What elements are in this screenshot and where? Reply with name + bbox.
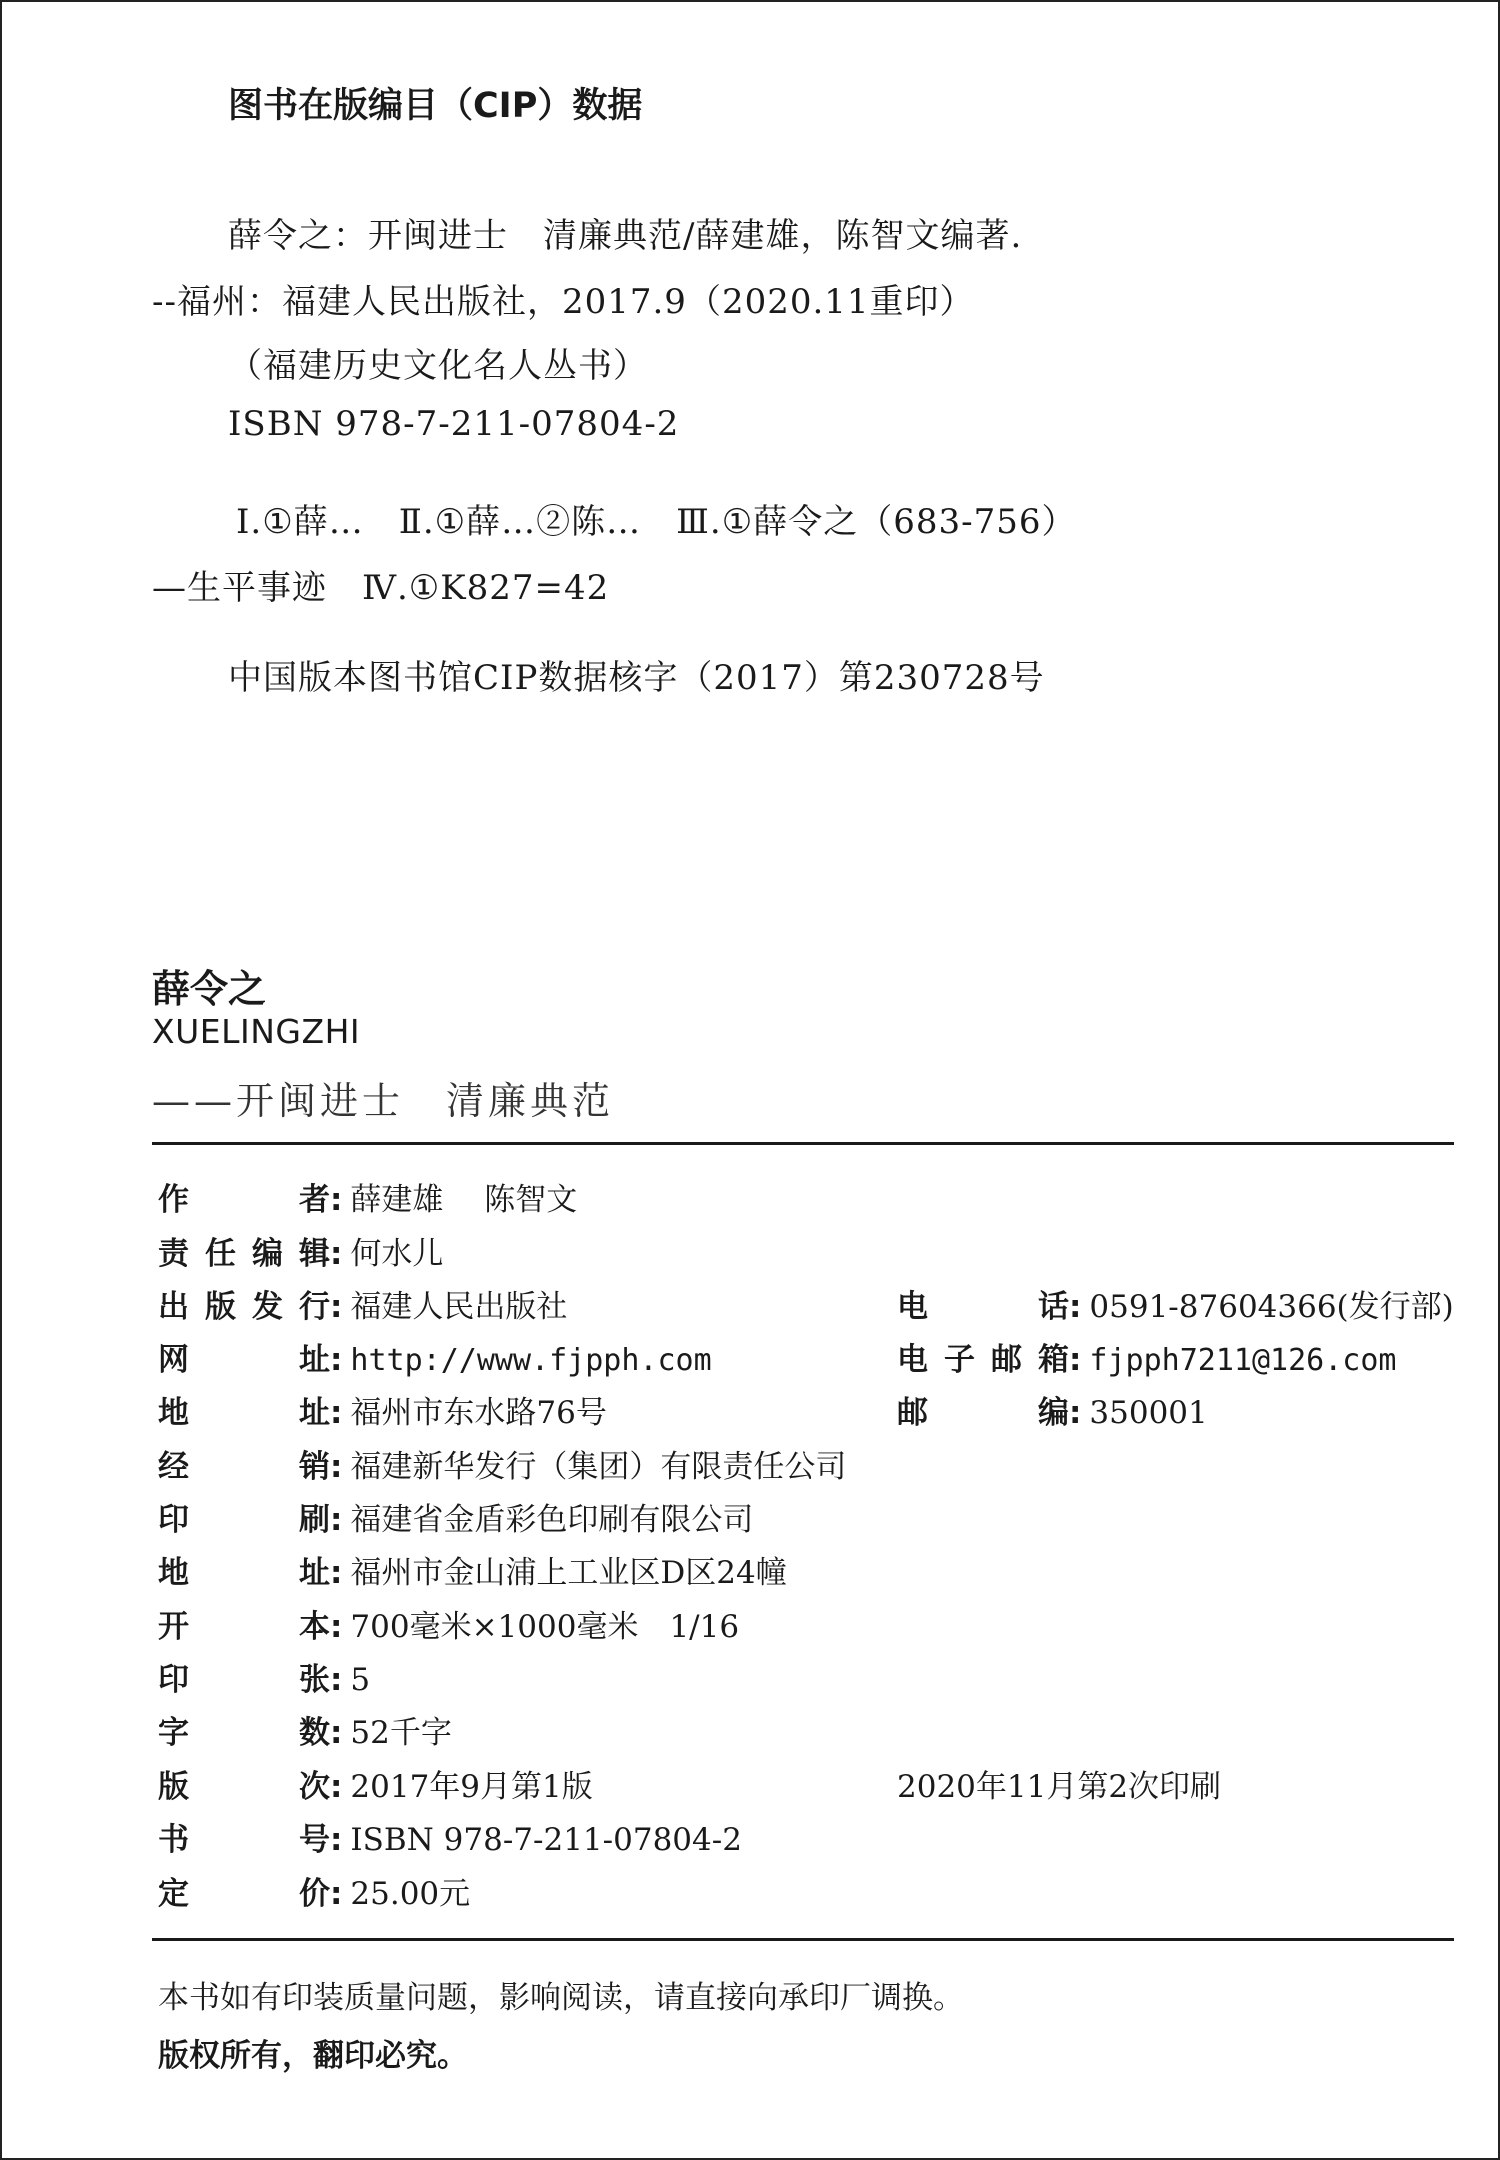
- info-label: 电子邮箱: [897, 1342, 1069, 1378]
- cip-heading: 图书在版编目（CIP）数据: [228, 86, 643, 126]
- info-label: 邮编: [897, 1395, 1069, 1431]
- info-row-publisher: 出版发行 : 福建人民出版社: [158, 1281, 567, 1331]
- info-row-edition: 版次 : 2017年9月第1版: [158, 1761, 593, 1811]
- info-label: 经销: [158, 1449, 330, 1485]
- info-row-printer-address: 地址 : 福州市金山浦上工业区D区24幢: [158, 1547, 787, 1597]
- info-value: 福州市金山浦上工业区D区24幢: [350, 1555, 787, 1591]
- info-value: 25.00元: [350, 1876, 471, 1912]
- info-row-address: 地址 : 福州市东水路76号: [158, 1387, 607, 1437]
- info-label: 开本: [158, 1609, 330, 1645]
- info-label: 电话: [897, 1289, 1069, 1325]
- info-value: 0591-87604366(发行部): [1089, 1289, 1454, 1325]
- info-label: 网址: [158, 1342, 330, 1378]
- info-label: 地址: [158, 1395, 330, 1431]
- info-value: 福建省金盾彩色印刷有限公司: [350, 1502, 754, 1538]
- info-value: 2017年9月第1版: [350, 1769, 593, 1805]
- info-value: 福州市东水路76号: [350, 1395, 607, 1431]
- cip-line-classification-2: —生平事迹 Ⅳ.①K827=42: [152, 568, 610, 608]
- quality-notice: 本书如有印装质量问题，影响阅读，请直接向承印厂调换。: [158, 1980, 964, 2016]
- cip-line-publisher: --福州：福建人民出版社，2017.9（2020.11重印）: [152, 282, 975, 322]
- info-row-postcode: 邮编 : 350001: [897, 1387, 1208, 1437]
- info-value: 何水儿: [350, 1236, 444, 1272]
- info-value: 5: [350, 1662, 371, 1698]
- info-label: 责任编辑: [158, 1236, 330, 1272]
- book-title-chinese: 薛令之: [152, 967, 267, 1011]
- info-value: 700毫米×1000毫米 1/16: [350, 1609, 740, 1645]
- info-label: 印张: [158, 1662, 330, 1698]
- info-row-author: 作者 : 薛建雄 陈智文: [158, 1174, 577, 1224]
- info-row-editor: 责任编辑 : 何水儿: [158, 1228, 443, 1278]
- copyright-notice: 版权所有，翻印必究。: [158, 2038, 468, 2074]
- info-row-email: 电子邮箱 : fjpph7211@126.com: [897, 1334, 1396, 1384]
- info-value: 350001: [1089, 1395, 1208, 1431]
- info-label: 作者: [158, 1182, 330, 1218]
- info-label: 字数: [158, 1715, 330, 1751]
- info-value: 福建人民出版社: [350, 1289, 568, 1325]
- info-value: http://www.fjpph.com: [350, 1343, 712, 1378]
- info-label: 地址: [158, 1555, 330, 1591]
- cip-line-record-number: 中国版本图书馆CIP数据核字（2017）第230728号: [228, 658, 1045, 698]
- info-label: 印刷: [158, 1502, 330, 1538]
- cip-line-classification-1: Ⅰ.①薛… Ⅱ.①薛…②陈… Ⅲ.①薛令之（683-756）: [236, 502, 1077, 542]
- info-value: 2020年11月第2次印刷: [897, 1769, 1222, 1805]
- info-row-distributor: 经销 : 福建新华发行（集团）有限责任公司: [158, 1441, 846, 1491]
- divider-top: [152, 1142, 1454, 1145]
- info-label: 版次: [158, 1769, 330, 1805]
- book-title-pinyin: XUELINGZHI: [152, 1012, 361, 1051]
- info-row-price: 定价 : 25.00元: [158, 1868, 470, 1918]
- cip-line-series: （福建历史文化名人丛书）: [228, 346, 648, 386]
- info-label: 书号: [158, 1822, 330, 1858]
- book-subtitle: ——开闽进士 清廉典范: [152, 1079, 615, 1123]
- info-row-website: 网址 : http://www.fjpph.com: [158, 1334, 712, 1384]
- info-row-isbn: 书号 : ISBN 978-7-211-07804-2: [158, 1814, 742, 1864]
- info-value: fjpph7211@126.com: [1089, 1343, 1397, 1378]
- info-row-reprint: [897, 1761, 1221, 1811]
- info-row-word-count: 字数 : 52千字: [158, 1707, 452, 1757]
- divider-bottom: [152, 1938, 1454, 1941]
- info-row-format: 开本 : 700毫米×1000毫米 1/16: [158, 1601, 739, 1651]
- info-value: 薛建雄 陈智文: [350, 1182, 578, 1218]
- info-value: ISBN 978-7-211-07804-2: [350, 1822, 742, 1858]
- info-value: 福建新华发行（集团）有限责任公司: [350, 1449, 847, 1485]
- info-value: 52千字: [350, 1715, 452, 1751]
- info-row-printer: 印刷 : 福建省金盾彩色印刷有限公司: [158, 1494, 753, 1544]
- cip-line-isbn: ISBN 978-7-211-07804-2: [228, 404, 680, 444]
- cip-line-title: 薛令之：开闽进士 清廉典范/薛建雄，陈智文编著.: [228, 216, 1023, 256]
- info-row-phone: 电话 : 0591-87604366(发行部): [897, 1281, 1454, 1331]
- info-row-sheets: 印张 : 5: [158, 1654, 370, 1704]
- info-label: 定价: [158, 1876, 330, 1912]
- info-label: 出版发行: [158, 1289, 330, 1325]
